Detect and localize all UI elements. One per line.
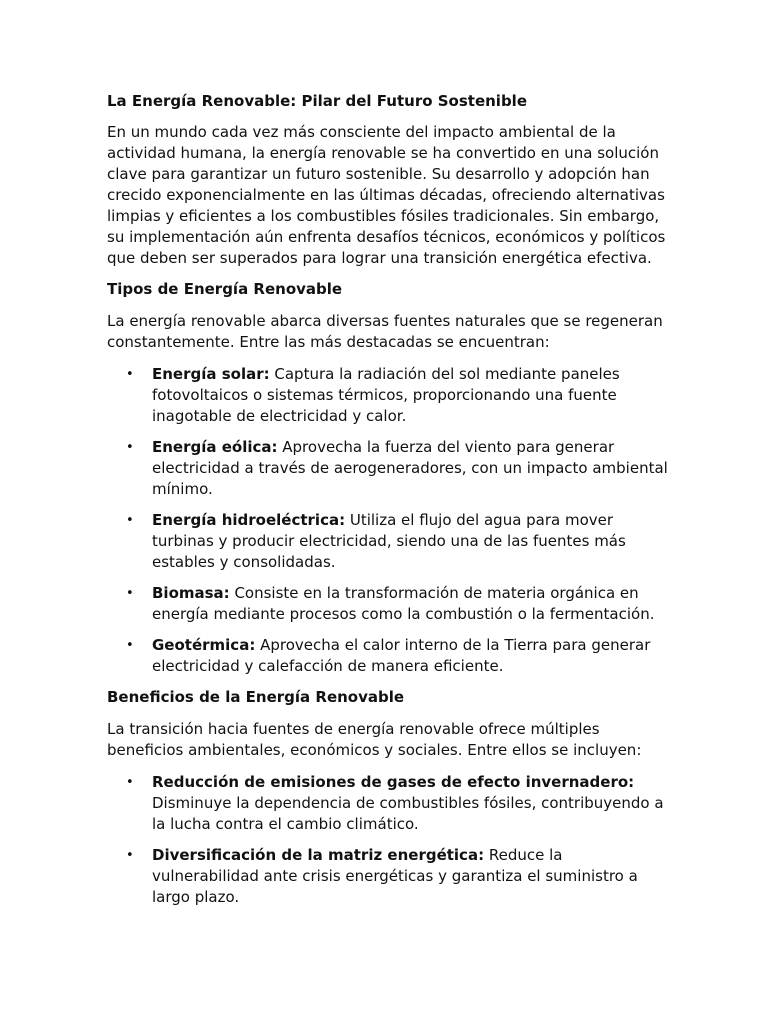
- list-tipos: [107, 364, 669, 677]
- intro-paragraph: En un mundo cada vez más consciente del impacto ambiental de la actividad humana, la energía renovable se ha convertido en una solución clave para garantizar un futuro sostenible. Su desarrollo y adopción han crecido exponencialmente en las últimas décadas, ofreciendo alternativas limpias y eficientes a los combustibles fósiles tradicionales. Sin embargo, su implementación aún enfrenta desafíos técnicos, económicos y políticos que deben ser superados para lograr una transición energética efectiva.: [107, 123, 666, 267]
- list-item-term: Energía eólica:: [152, 438, 278, 456]
- section-paragraph-tipos: La energía renovable abarca diversas fuentes naturales que se regeneran constantemente. Entre las más destacadas se encuentran:: [107, 312, 663, 351]
- bullet-icon: •: [126, 513, 134, 528]
- list-item-term: Energía solar:: [152, 365, 270, 383]
- list-item-term: Reducción de emisiones de gases de efecto invernadero:: [152, 773, 635, 791]
- list-item-text: Reduce la vulnerabilidad ante crisis energéticas y garantiza el suministro a largo plazo.: [152, 846, 638, 906]
- bullet-icon: •: [126, 848, 134, 863]
- list-item-hidroelectrica: [107, 510, 669, 573]
- list-item-text: Aprovecha la fuerza del viento para generar electricidad a través de aerogeneradores, con un impacto ambiental mínimo.: [152, 438, 668, 498]
- section-heading-tipos: Tipos de Energía Renovable: [107, 280, 343, 298]
- list-item-solar: [107, 364, 669, 427]
- list-item-emisiones: [107, 772, 669, 835]
- list-item-term: Energía hidroeléctrica:: [152, 511, 346, 529]
- document-page: [107, 91, 669, 918]
- list-beneficios: [107, 772, 669, 908]
- list-item-text: Utiliza el flujo del agua para mover turbinas y producir electricidad, siendo una de las fuentes más estables y consolidadas.: [152, 511, 626, 571]
- list-item-term: Diversificación de la matriz energética:: [152, 846, 485, 864]
- list-item-eolica: [107, 437, 669, 500]
- list-item-geotermica: [107, 635, 669, 677]
- list-item-text: Captura la radiación del sol mediante paneles fotovoltaicos o sistemas térmicos, proporcionando una fuente inagotable de electricidad y calor.: [152, 365, 620, 425]
- list-item-biomasa: [107, 583, 669, 625]
- list-item-diversificacion: [107, 845, 669, 908]
- list-item-text: Disminuye la dependencia de combustibles fósiles, contribuyendo a la lucha contra el cambio climático.: [152, 794, 664, 833]
- bullet-icon: •: [126, 440, 134, 455]
- bullet-icon: •: [126, 775, 134, 790]
- list-item-text: Aprovecha el calor interno de la Tierra para generar electricidad y calefacción de manera eficiente.: [152, 636, 651, 675]
- list-item-text: Consiste en la transformación de materia orgánica en energía mediante procesos como la combustión o la fermentación.: [152, 584, 655, 623]
- list-item-term: Geotérmica:: [152, 636, 256, 654]
- section-heading-beneficios: Beneficios de la Energía Renovable: [107, 688, 405, 706]
- section-paragraph-beneficios: La transición hacia fuentes de energía renovable ofrece múltiples beneficios ambientales, económicos y sociales. Entre ellos se incluyen:: [107, 720, 642, 759]
- bullet-icon: •: [126, 638, 134, 653]
- document-title: La Energía Renovable: Pilar del Futuro Sostenible: [107, 92, 527, 110]
- list-item-term: Biomasa:: [152, 584, 230, 602]
- bullet-icon: •: [126, 586, 134, 601]
- bullet-icon: •: [126, 367, 134, 382]
